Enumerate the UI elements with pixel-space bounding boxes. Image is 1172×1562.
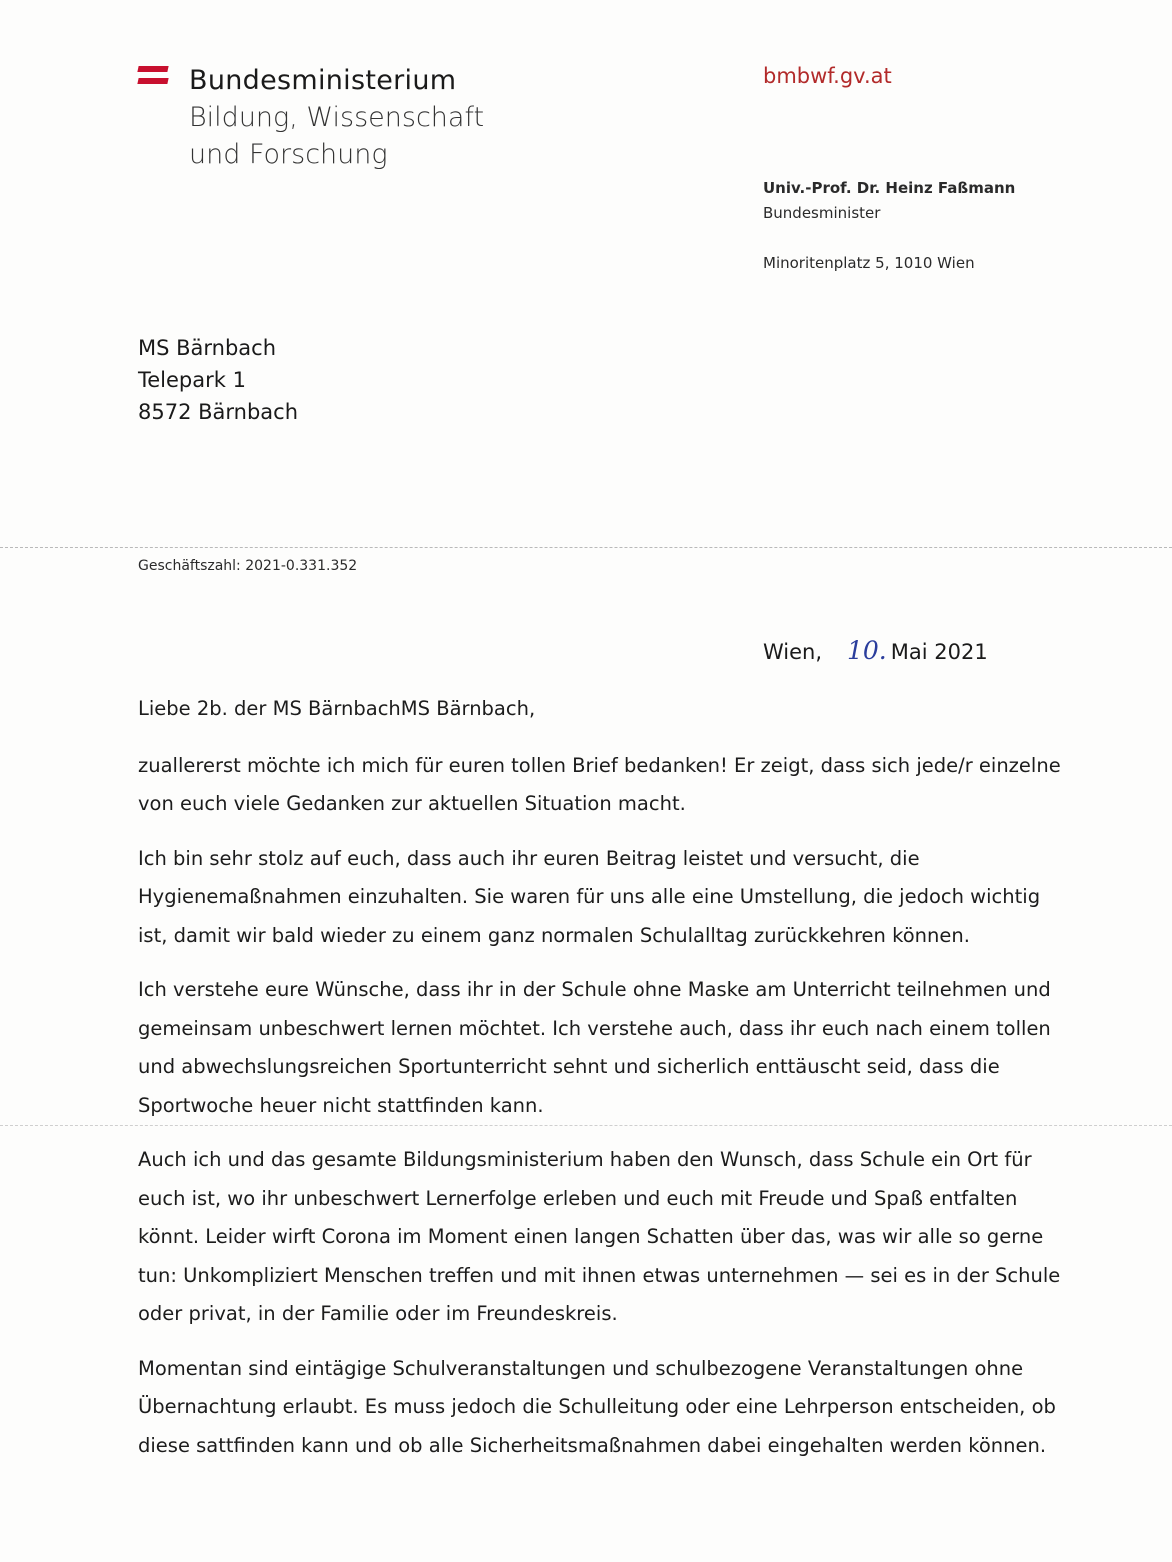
sender-block bbox=[763, 176, 1015, 276]
salutation: Liebe 2b. der MS BärnbachMS Bärnbach, bbox=[138, 697, 536, 720]
paragraph: zuallererst möchte ich mich für euren tollen Brief bedanken! Er zeigt, dass sich jede/r einzelne von euch viele Gedanken zur aktuellen Situation macht. bbox=[138, 753, 1061, 815]
date-month-year: Mai 2021 bbox=[890, 640, 988, 664]
fold-line bbox=[0, 547, 1172, 548]
ministry-name-line2: Bildung, Wissenschaft bbox=[189, 102, 485, 133]
ministry-name bbox=[189, 62, 609, 173]
paragraph: Ich verstehe eure Wünsche, dass ihr in der Schule ohne Maske am Unterricht teilnehmen und gemeinsam unbeschwert lernen möchtet. Ich verstehe auch, dass ihr euch nach einem tollen und abwechslungsreichen Sportunterricht sehnt und sicherlich enttäuscht seid, dass die Sportwoche heuer nicht stattfinden kann. bbox=[138, 978, 1051, 1117]
recipient-line3: 8572 Bärnbach bbox=[138, 400, 299, 424]
date-day-handwritten: 10. bbox=[847, 636, 887, 665]
paragraph: Ich bin sehr stolz auf euch, dass auch ihr euren Beitrag leistet und versucht, die Hygienemaßnahmen einzuhalten. Sie waren für uns alle eine Umstellung, die jedoch wichtig ist, damit wir bald wieder zu einem ganz normalen Schulalltag zurückkehren können. bbox=[138, 846, 1041, 947]
ministry-name-line3: und Forschung bbox=[189, 139, 388, 170]
date-place: Wien, bbox=[763, 640, 823, 664]
sender-address: Minoritenplatz 5, 1010 Wien bbox=[763, 254, 975, 272]
sender-title: Bundesminister bbox=[763, 204, 881, 222]
flag-stripe-bottom bbox=[137, 78, 168, 84]
letter-date bbox=[763, 636, 988, 665]
paragraph: Auch ich und das gesamte Bildungsministerium haben den Wunsch, dass Schule ein Ort für euch ist, wo ihr unbeschwert Lernerfolge erleben und euch mit Freude und Spaß entfalten könnt. Leider wirft Corona im Moment einen langen Schatten über das, was wir alle so gerne tun: Unkompliziert Menschen treffen und mit ihnen etwas unternehmen — sei es in der Schule oder privat, in der Familie oder im Freundeskreis. bbox=[138, 1148, 1061, 1325]
website-link[interactable]: bmbwf.gv.at bbox=[763, 64, 892, 88]
reference-number: Geschäftszahl: 2021-0.331.352 bbox=[138, 558, 358, 574]
recipient-address bbox=[138, 332, 298, 428]
ministry-name-line1: Bundesministerium bbox=[189, 65, 457, 96]
recipient-line1: MS Bärnbach bbox=[138, 336, 277, 360]
letter-body bbox=[138, 690, 1063, 1481]
paragraph: Momentan sind eintägige Schulveranstaltungen und schulbezogene Veranstaltungen ohne Übernachtung erlaubt. Es muss jedoch die Schulleitung oder eine Lehrperson entscheiden, ob diese sattfinden kann und ob alle Sicherheitsmaßnahmen dabei eingehalten werden können. bbox=[138, 1356, 1056, 1457]
recipient-line2: Telepark 1 bbox=[138, 368, 246, 392]
flag-stripe-top bbox=[137, 66, 168, 72]
fold-line bbox=[0, 1125, 1172, 1126]
sender-name: Univ.-Prof. Dr. Heinz Faßmann bbox=[763, 179, 1016, 197]
austrian-flag-icon bbox=[138, 66, 168, 88]
